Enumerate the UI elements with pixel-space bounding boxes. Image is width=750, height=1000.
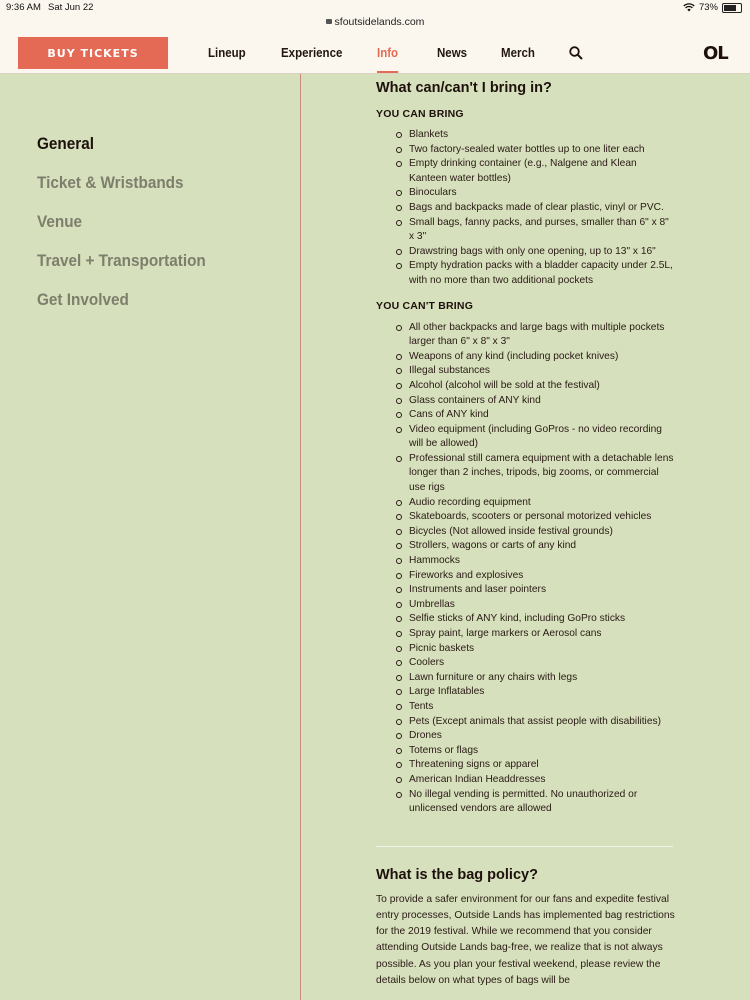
search-icon[interactable] (569, 46, 583, 60)
list-item: Hammocks (376, 554, 676, 569)
bag-policy-paragraph: To provide a safer environment for our fans and expedite festival entry processes, Outside Lands has implemented bag restrictions for the 2019 festival. While we recommend that you consider attending Outside Lands bag-free, we realize that is not always possible. As you plan your festival weekend, please review the details below on what types of bags will be (376, 893, 675, 986)
section-heading-bring: What can/can't I bring in? (376, 80, 552, 96)
status-indicators (683, 2, 742, 13)
list-item: American Indian Headdresses (376, 773, 676, 788)
list-item: Illegal substances (376, 364, 676, 379)
cant-bring-title: YOU CAN'T BRING (376, 299, 474, 312)
outside-lands-logo[interactable]: OL (703, 43, 728, 64)
list-item: Totems or flags (376, 744, 676, 759)
list-item: Picnic baskets (376, 642, 676, 657)
nav-experience[interactable]: Experience (281, 46, 343, 60)
list-item: Strollers, wagons or carts of any kind (376, 539, 676, 554)
list-item: Lawn furniture or any chairs with legs (376, 671, 676, 686)
list-item: Binoculars (376, 186, 676, 201)
list-item: Tents (376, 700, 676, 715)
list-item: Professional still camera equipment with a detachable lens longer than 2 inches, tripods, big zooms, or commercial use rigs (376, 452, 676, 496)
list-item: Large Inflatables (376, 685, 676, 700)
list-item: Selfie sticks of ANY kind, including GoPro sticks (376, 612, 676, 627)
sidebar-item-ticket-wristbands[interactable]: Ticket & Wristbands (37, 173, 184, 192)
nav-lineup[interactable]: Lineup (208, 46, 246, 60)
list-item: Two factory-sealed water bottles up to one liter each (376, 143, 676, 158)
url-text: sfoutsidelands.com (334, 16, 425, 28)
buy-tickets-button[interactable]: BUY TICKETS (18, 37, 168, 69)
section-divider (376, 846, 673, 847)
list-item: Umbrellas (376, 598, 676, 613)
list-item: No illegal vending is permitted. No unauthorized or unlicensed vendors are allowed (376, 788, 676, 817)
sidebar-item-general[interactable]: General (37, 134, 94, 153)
main-content (376, 80, 676, 999)
battery-percent: 73% (698, 2, 718, 13)
sidebar-item-venue[interactable]: Venue (37, 212, 83, 231)
list-item: Alcohol (alcohol will be sold at the festival) (376, 379, 676, 394)
list-item: Weapons of any kind (including pocket knives) (376, 350, 676, 365)
nav-news[interactable]: News (437, 46, 468, 60)
status-bar (0, 0, 750, 34)
can-bring-list (376, 128, 676, 289)
list-item: Small bags, fanny packs, and purses, smaller than 6" x 8" x 3" (376, 216, 676, 245)
status-time: 9:36 AM (6, 2, 41, 13)
battery-icon (722, 3, 742, 13)
list-item: Blankets (376, 128, 676, 143)
list-item: Drones (376, 729, 676, 744)
list-item: Pets (Except animals that assist people with disabilities) (376, 715, 676, 730)
list-item: Video equipment (including GoPros - no video recording will be allowed) (376, 423, 676, 452)
list-item: Audio recording equipment (376, 496, 676, 511)
sidebar-item-travel-transportation[interactable]: Travel + Transportation (37, 251, 206, 270)
list-item: Fireworks and explosives (376, 569, 676, 584)
section-heading-bag-policy: What is the bag policy? (376, 866, 538, 883)
wifi-icon (683, 3, 695, 12)
list-item: Empty drinking container (e.g., Nalgene and Klean Kanteen water bottles) (376, 157, 676, 186)
list-item: Spray paint, large markers or Aerosol cans (376, 627, 676, 642)
list-item: Empty hydration packs with a bladder capacity under 2.5L, with no more than two additional pockets (376, 259, 676, 288)
sidebar-item-get-involved[interactable]: Get Involved (37, 290, 129, 309)
list-item: Bags and backpacks made of clear plastic, vinyl or PVC. (376, 201, 676, 216)
column-divider (300, 74, 301, 1000)
lock-icon (326, 19, 332, 24)
nav-merch[interactable]: Merch (501, 46, 535, 60)
list-item: Coolers (376, 656, 676, 671)
main-nav (0, 34, 750, 74)
can-bring-title: YOU CAN BRING (376, 108, 464, 120)
list-item: Instruments and laser pointers (376, 583, 676, 598)
list-item: Threatening signs or apparel (376, 758, 676, 773)
status-date: Sat Jun 22 (48, 2, 94, 13)
list-item: Skateboards, scooters or personal motorized vehicles (376, 510, 676, 525)
list-item: Glass containers of ANY kind (376, 394, 676, 409)
list-item: Cans of ANY kind (376, 408, 676, 423)
nav-info[interactable]: Info (377, 34, 398, 73)
list-item: All other backpacks and large bags with multiple pockets larger than 6" x 8" x 3" (376, 321, 676, 350)
list-item: Bicycles (Not allowed inside festival grounds) (376, 525, 676, 540)
list-item: Drawstring bags with only one opening, up to 13" x 16" (376, 245, 676, 260)
address-bar[interactable] (0, 16, 750, 28)
cant-bring-list (376, 321, 676, 817)
